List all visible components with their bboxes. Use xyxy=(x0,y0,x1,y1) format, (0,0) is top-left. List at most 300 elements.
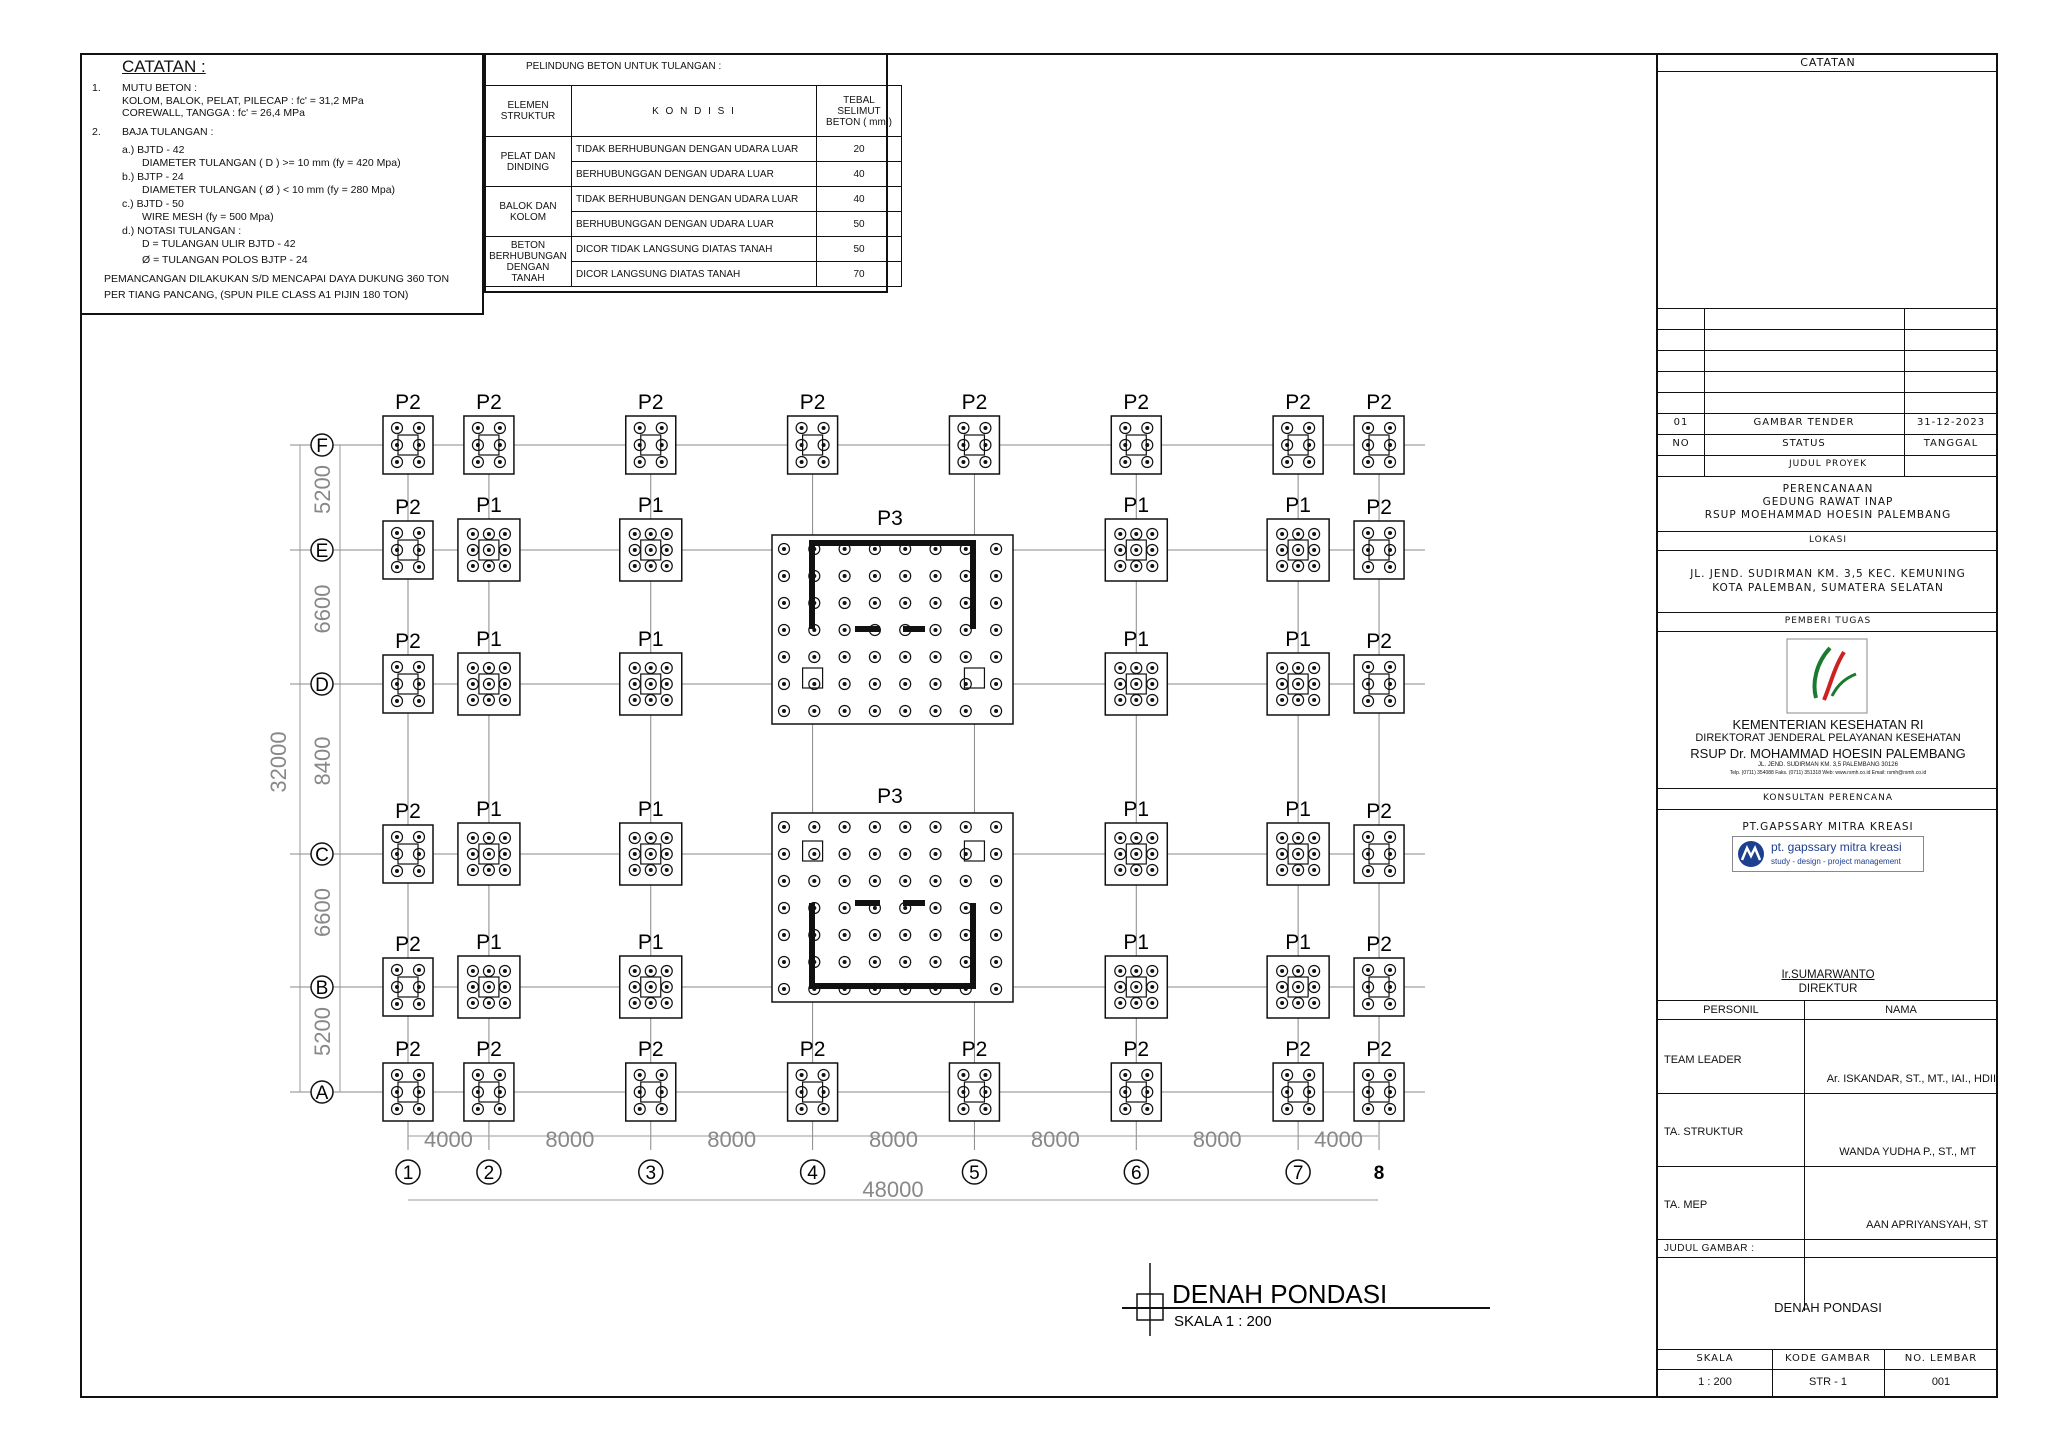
judul-proyek-1: PERENCANAAN xyxy=(1782,483,1874,495)
pilecap-p2 xyxy=(464,1063,514,1121)
pile-core xyxy=(1118,564,1122,568)
pile-core xyxy=(1134,852,1138,856)
pile-core xyxy=(1312,698,1316,702)
personil-name-2: AAN APRIYANSYAH, ST xyxy=(1866,1219,1988,1231)
pilecap-label: P1 xyxy=(1285,628,1311,651)
row-label: A xyxy=(315,1083,329,1104)
pile-core xyxy=(417,665,421,669)
pile-core xyxy=(649,852,653,856)
row-spacing-label: 5200 xyxy=(310,1007,335,1056)
pile-core xyxy=(994,960,998,964)
pile-core xyxy=(1280,836,1284,840)
pile-core xyxy=(1366,1107,1370,1111)
pile-core xyxy=(934,682,938,686)
pilecap-label: P1 xyxy=(637,931,664,954)
tb-vline xyxy=(1904,308,1905,476)
pile-core xyxy=(822,1107,826,1111)
pilecap-label: P2 xyxy=(799,1038,826,1061)
pile-core xyxy=(471,682,475,686)
pile-core xyxy=(665,564,669,568)
pile-core xyxy=(1285,443,1289,447)
pile-core xyxy=(1312,969,1316,973)
pile-core xyxy=(934,906,938,910)
pile-core xyxy=(649,969,653,973)
pile-core xyxy=(1150,698,1154,702)
note-line: a.) BJTD - 42 xyxy=(122,144,185,156)
pile-core xyxy=(782,709,786,713)
pile-core xyxy=(1280,532,1284,536)
pile-core xyxy=(800,460,804,464)
pile-core xyxy=(1296,1001,1300,1005)
pile-core xyxy=(649,868,653,872)
pile-core xyxy=(665,682,669,686)
pile-core xyxy=(1296,564,1300,568)
pile-core xyxy=(395,548,399,552)
pilecap-p2 xyxy=(1273,1063,1323,1121)
pile-core xyxy=(1285,460,1289,464)
pilecap-p2 xyxy=(383,1063,433,1121)
note-line: d.) NOTASI TULANGAN : xyxy=(122,225,242,237)
pile-core xyxy=(1280,1001,1284,1005)
pilecap-p2 xyxy=(1273,416,1323,474)
pile-core xyxy=(638,426,642,430)
pile-core xyxy=(1134,1001,1138,1005)
pilecap-p2 xyxy=(383,521,433,579)
pile-core xyxy=(476,1107,480,1111)
tb-divider xyxy=(1658,809,1998,810)
row-label: B xyxy=(315,978,329,999)
pile-core xyxy=(1145,1107,1149,1111)
pile-core xyxy=(1296,985,1300,989)
pile-core xyxy=(994,825,998,829)
row-spacing-label: 6600 xyxy=(310,584,335,634)
pile-core xyxy=(782,825,786,829)
tb-divider xyxy=(1658,1166,1998,1167)
pile-core xyxy=(961,1073,965,1077)
pilecap-label: P1 xyxy=(637,628,664,651)
pile-core xyxy=(983,1090,987,1094)
cover-header-elemen: ELEMEN STRUKTUR xyxy=(485,86,572,137)
tb-divider xyxy=(1658,350,1998,351)
pile-core xyxy=(1366,835,1370,839)
pile-core xyxy=(800,426,804,430)
pile-core xyxy=(1150,852,1154,856)
cover-tebal: 70 xyxy=(817,262,902,287)
pile-core xyxy=(873,825,877,829)
pilecap-p2 xyxy=(383,958,433,1016)
pile-core xyxy=(1150,836,1154,840)
pile-core xyxy=(994,987,998,991)
pile-core xyxy=(1150,564,1154,568)
pilecap-label: P1 xyxy=(476,494,502,517)
pile-core xyxy=(903,547,907,551)
pile-core xyxy=(843,933,847,937)
pemberi-2: DIREKTORAT JENDERAL PELAYANAN KESEHATAN xyxy=(1695,732,1961,744)
pile-core xyxy=(395,1073,399,1077)
pilecap-label: P2 xyxy=(637,1038,664,1061)
pile-core xyxy=(1118,868,1122,872)
pile-core xyxy=(633,836,637,840)
pilecap-label: P2 xyxy=(1366,1038,1392,1061)
pile-core xyxy=(1388,665,1392,669)
pile-core xyxy=(822,426,826,430)
pile-core xyxy=(961,1107,965,1111)
pile-core xyxy=(649,548,653,552)
pilecap-label: P2 xyxy=(395,391,421,414)
pile-core xyxy=(1280,698,1284,702)
personil-name-1: WANDA YUDHA P., ST., MT xyxy=(1839,1146,1976,1158)
pile-core xyxy=(417,1107,421,1111)
pile-core xyxy=(1366,699,1370,703)
notes-title: CATATAN : xyxy=(122,57,206,76)
cover-tebal: 50 xyxy=(817,237,902,262)
pile-core xyxy=(395,968,399,972)
pilecap-p2 xyxy=(1354,416,1404,474)
pile-core xyxy=(417,1073,421,1077)
pile-core xyxy=(1280,969,1284,973)
tb-divider xyxy=(1658,1000,1998,1001)
pile-core xyxy=(994,933,998,937)
col-label: 5 xyxy=(969,1163,980,1184)
pile-core xyxy=(983,460,987,464)
pilecap-label: P2 xyxy=(395,630,421,653)
pile-core xyxy=(1123,1090,1127,1094)
pile-core xyxy=(843,655,847,659)
pile-core xyxy=(934,655,938,659)
col-label: 6 xyxy=(1130,1163,1142,1184)
pile-core xyxy=(1312,564,1316,568)
pile-core xyxy=(843,709,847,713)
col-label: 1 xyxy=(402,1163,414,1184)
judul-gambar: DENAH PONDASI xyxy=(1774,1300,1882,1315)
pile-core xyxy=(1388,1107,1392,1111)
judul-proyek-2: GEDUNG RAWAT INAP xyxy=(1762,496,1894,508)
pile-core xyxy=(503,868,507,872)
pile-core xyxy=(471,532,475,536)
kemenkes-logo xyxy=(1786,638,1868,714)
pile-core xyxy=(487,1001,491,1005)
pile-core xyxy=(633,564,637,568)
pilecap-label: P2 xyxy=(476,1038,502,1061)
pile-core xyxy=(1388,1002,1392,1006)
pile-core xyxy=(660,426,664,430)
note-line: 1. xyxy=(92,82,101,94)
pile-core xyxy=(471,852,475,856)
pile-core xyxy=(633,868,637,872)
konsultan-name: PT.GAPSSARY MITRA KREASI xyxy=(1742,821,1914,833)
pilecap-label: P2 xyxy=(1123,1038,1150,1061)
pile-core xyxy=(1366,968,1370,972)
pile-core xyxy=(1307,1090,1311,1094)
pile-core xyxy=(812,682,816,686)
pilecap-label: P2 xyxy=(1285,1038,1311,1061)
konsultan-label: KONSULTAN PERENCANA xyxy=(1763,793,1893,803)
pile-core xyxy=(1134,682,1138,686)
pile-core xyxy=(487,532,491,536)
pile-core xyxy=(417,682,421,686)
pilecap-label: P2 xyxy=(961,391,988,414)
row-label: E xyxy=(315,541,329,562)
pilecap-label: P1 xyxy=(1123,494,1150,517)
pilecap-p2 xyxy=(1354,521,1404,579)
pilecap-label: P1 xyxy=(1123,628,1150,651)
lokasi-2: KOTA PALEMBAN, SUMATERA SELATAN xyxy=(1712,582,1944,594)
pile-core xyxy=(1280,868,1284,872)
pile-core xyxy=(638,1073,642,1077)
pile-core xyxy=(934,547,938,551)
tb-divider xyxy=(1658,550,1998,551)
pile-core xyxy=(843,601,847,605)
pilecap-label: P2 xyxy=(1123,391,1150,414)
pile-core xyxy=(1388,565,1392,569)
pile-core xyxy=(843,906,847,910)
lokasi-1: JL. JEND. SUDIRMAN KM. 3,5 KEC. KEMUNING xyxy=(1690,568,1966,580)
nama-label: NAMA xyxy=(1885,1004,1917,1016)
pile-core xyxy=(417,985,421,989)
pilecap-p2 xyxy=(383,416,433,474)
pile-core xyxy=(1280,852,1284,856)
pile-core xyxy=(417,565,421,569)
pile-core xyxy=(782,655,786,659)
col-label: 2 xyxy=(483,1163,495,1184)
pile-core xyxy=(633,852,637,856)
personil-role-0: TEAM LEADER xyxy=(1664,1054,1742,1066)
pilecap-label: P3 xyxy=(877,507,903,530)
pile-core xyxy=(782,852,786,856)
pile-core xyxy=(395,682,399,686)
pile-core xyxy=(665,548,669,552)
pile-core xyxy=(1150,532,1154,536)
direktur-title: DIREKTUR xyxy=(1798,983,1858,995)
pile-core xyxy=(665,985,669,989)
pile-core xyxy=(782,987,786,991)
kode-value: STR - 1 xyxy=(1809,1376,1847,1388)
pile-core xyxy=(961,443,965,447)
pile-core xyxy=(498,426,502,430)
pile-core xyxy=(1150,985,1154,989)
pilecap-p2 xyxy=(626,416,676,474)
pilecap-label: P2 xyxy=(1366,630,1392,653)
pile-core xyxy=(1296,868,1300,872)
pile-core xyxy=(1134,666,1138,670)
pilecap-p2 xyxy=(464,416,514,474)
pile-core xyxy=(1123,443,1127,447)
pile-core xyxy=(487,868,491,872)
pilecap-label: P2 xyxy=(476,391,502,414)
tb-divider xyxy=(1658,1257,1998,1258)
tb-divider xyxy=(1658,434,1998,435)
pile-core xyxy=(1312,985,1316,989)
pile-core xyxy=(1134,969,1138,973)
pile-core xyxy=(1388,682,1392,686)
pilecap-label: P2 xyxy=(961,1038,988,1061)
tb-divider xyxy=(1658,71,1998,72)
pile-core xyxy=(417,869,421,873)
pile-core xyxy=(638,460,642,464)
pile-core xyxy=(395,1107,399,1111)
pile-core xyxy=(1366,443,1370,447)
pile-core xyxy=(934,879,938,883)
pile-core xyxy=(964,547,968,551)
pile-core xyxy=(1134,868,1138,872)
pile-core xyxy=(417,531,421,535)
pile-core xyxy=(873,601,877,605)
pile-core xyxy=(1145,443,1149,447)
pile-core xyxy=(471,564,475,568)
pile-core xyxy=(1307,1073,1311,1077)
plan-scale: SKALA 1 : 200 xyxy=(1174,1313,1272,1330)
pile-core xyxy=(1388,548,1392,552)
pile-core xyxy=(417,699,421,703)
pile-core xyxy=(1366,426,1370,430)
pile-core xyxy=(649,564,653,568)
pile-core xyxy=(633,548,637,552)
note-line: 2. xyxy=(92,126,101,138)
note-line: KOLOM, BALOK, PELAT, PILECAP : fc' = 31,2 MPa xyxy=(122,95,364,107)
title-block xyxy=(1656,53,1998,1398)
pile-core xyxy=(1296,698,1300,702)
tb-divider xyxy=(1658,612,1998,613)
pilecap-p2 xyxy=(949,1063,999,1121)
pile-core xyxy=(395,426,399,430)
pile-core xyxy=(1118,969,1122,973)
pile-core xyxy=(395,565,399,569)
cover-kondisi: DICOR LANGSUNG DIATAS TANAH xyxy=(572,262,817,287)
pile-core xyxy=(395,852,399,856)
pile-core xyxy=(1296,682,1300,686)
pile-core xyxy=(1145,426,1149,430)
pile-core xyxy=(487,852,491,856)
pilecap-p2 xyxy=(1354,1063,1404,1121)
pile-core xyxy=(395,1090,399,1094)
row-spacing-label: 6600 xyxy=(310,888,335,937)
pile-core xyxy=(503,836,507,840)
pile-core xyxy=(782,960,786,964)
pile-core xyxy=(417,443,421,447)
pile-core xyxy=(1366,869,1370,873)
pilecap-label: P1 xyxy=(1285,494,1311,517)
pile-core xyxy=(476,426,480,430)
pile-core xyxy=(1366,682,1370,686)
pile-core xyxy=(961,460,965,464)
pilecap-p2 xyxy=(788,416,838,474)
pemberi-label: PEMBERI TUGAS xyxy=(1784,616,1872,626)
pile-core xyxy=(983,443,987,447)
col-spacing-label: 8000 xyxy=(1030,1127,1080,1152)
row-spacing-label: 8400 xyxy=(310,736,335,786)
personil-role-2: TA. MEP xyxy=(1664,1199,1708,1211)
pile-core xyxy=(994,574,998,578)
pile-core xyxy=(1312,836,1316,840)
pile-core xyxy=(994,879,998,883)
cover-kondisi: BERHUBUNGGAN DENGAN UDARA LUAR xyxy=(572,162,817,187)
pile-core xyxy=(1145,1073,1149,1077)
pile-core xyxy=(800,1090,804,1094)
pile-core xyxy=(843,547,847,551)
total-height-label: 32000 xyxy=(266,731,291,793)
pile-core xyxy=(665,969,669,973)
note-line: b.) BJTP - 24 xyxy=(122,171,184,183)
hdr-tanggal: TANGGAL xyxy=(1923,438,1979,449)
pile-core xyxy=(873,879,877,883)
col-label: 3 xyxy=(645,1163,657,1184)
pile-core xyxy=(471,1001,475,1005)
pile-core xyxy=(1388,869,1392,873)
pile-core xyxy=(1388,531,1392,535)
pile-core xyxy=(800,1073,804,1077)
pile-core xyxy=(1280,682,1284,686)
pile-core xyxy=(994,906,998,910)
pile-core xyxy=(1285,426,1289,430)
pile-core xyxy=(1366,985,1370,989)
pile-core xyxy=(964,709,968,713)
pile-core xyxy=(395,835,399,839)
tb-divider xyxy=(1658,531,1998,532)
pile-core xyxy=(1388,1073,1392,1077)
pile-core xyxy=(812,879,816,883)
cover-header-tebal: TEBAL SELIMUT BETON ( mm ) xyxy=(817,86,902,137)
pile-core xyxy=(649,836,653,840)
pile-core xyxy=(417,460,421,464)
pilecap-label: P2 xyxy=(395,496,421,519)
pile-core xyxy=(498,460,502,464)
pile-core xyxy=(812,852,816,856)
col-spacing-label: 4000 xyxy=(1314,1127,1364,1152)
pemberi-1: KEMENTERIAN KESEHATAN RI xyxy=(1732,717,1924,732)
pile-core xyxy=(487,564,491,568)
pile-core xyxy=(843,960,847,964)
pile-core xyxy=(1366,1090,1370,1094)
pile-core xyxy=(934,960,938,964)
pile-core xyxy=(665,1001,669,1005)
pile-core xyxy=(503,666,507,670)
col-label: 8 xyxy=(1373,1163,1385,1184)
pilecap-p2 xyxy=(383,655,433,713)
pile-core xyxy=(983,1073,987,1077)
pile-core xyxy=(903,655,907,659)
pile-core xyxy=(638,443,642,447)
row-label: C xyxy=(315,845,329,866)
pile-core xyxy=(1118,852,1122,856)
pile-core xyxy=(934,709,938,713)
pile-core xyxy=(633,532,637,536)
pile-core xyxy=(903,906,907,910)
pilecap-label: P2 xyxy=(1366,933,1392,956)
pile-core xyxy=(1134,564,1138,568)
pile-core xyxy=(487,666,491,670)
pile-core xyxy=(964,655,968,659)
pile-core xyxy=(503,985,507,989)
pile-core xyxy=(487,698,491,702)
pile-core xyxy=(994,709,998,713)
pile-core xyxy=(873,906,877,910)
pile-core xyxy=(1366,548,1370,552)
pilecap-label: P2 xyxy=(395,800,421,823)
judul-proyek-3: RSUP MOEHAMMAD HOESIN PALEMBANG xyxy=(1704,509,1952,521)
pilecap-label: P2 xyxy=(1366,391,1392,414)
pile-core xyxy=(649,682,653,686)
pile-core xyxy=(1312,532,1316,536)
pile-core xyxy=(1118,532,1122,536)
pilecap-label: P2 xyxy=(637,391,664,414)
pile-core xyxy=(822,460,826,464)
skala-value: 1 : 200 xyxy=(1698,1376,1732,1388)
pilecap-label: P2 xyxy=(799,391,826,414)
pile-core xyxy=(471,868,475,872)
pile-core xyxy=(417,835,421,839)
cover-tebal: 20 xyxy=(817,137,902,162)
pile-core xyxy=(1366,852,1370,856)
